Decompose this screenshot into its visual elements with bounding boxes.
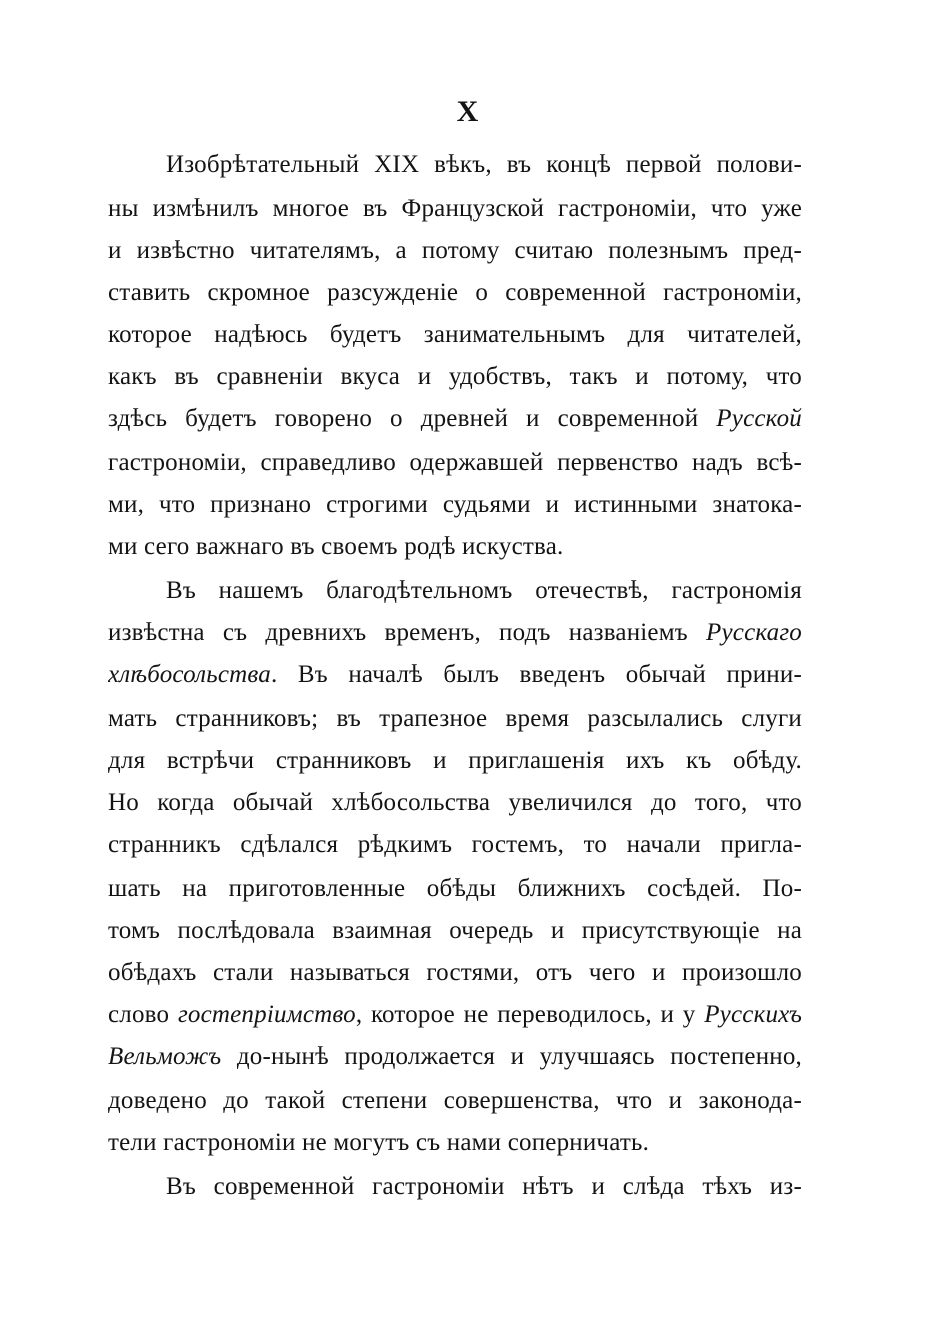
text-line: тели гастрономіи не могутъ съ нами соперничать.: [108, 1129, 650, 1156]
text-line: и извѣстно читателямъ, а потому считаю полезнымъ пред-: [108, 237, 802, 264]
italic-term: Русскаго: [706, 619, 802, 646]
text-line: шать на приготовленные обѣды ближнихъ сосѣдей. По-: [108, 875, 802, 902]
text-line: Въ современной гастрономіи нѣтъ и слѣда тѣхъ из-: [166, 1173, 802, 1200]
italic-term: гостепріимство: [177, 1001, 356, 1028]
text-line: здѣсь будетъ говорено о древней и современной Русской: [108, 405, 802, 432]
page-number: X: [456, 95, 480, 128]
italic-term: Вельможъ: [108, 1043, 222, 1070]
text-line: ми, что признано строгими судьями и истинными знатока-: [108, 491, 802, 518]
text-line: извѣстна съ древнихъ временъ, подъ названіемъ Русскаго: [108, 619, 802, 646]
text-line: гастрономіи, справедливо одержавшей первенство надъ всѣ-: [108, 449, 802, 476]
italic-term: хлѣбосольства: [108, 661, 271, 688]
text-line: Изобрѣтательный XIX вѣкъ, въ концѣ первой полови-: [166, 151, 802, 178]
text-line: Но когда обычай хлѣбосольства увеличился до того, что: [108, 789, 802, 816]
text-line: томъ послѣдовала взаимная очередь и присутствующіе на: [108, 917, 802, 944]
text-line: слово гостепріимство, которое не переводилось, и у Русскихъ: [108, 1001, 802, 1028]
text-line: доведено до такой степени совершенства, что и законода-: [108, 1087, 802, 1114]
text-line: для встрѣчи странниковъ и приглашенія ихъ къ обѣду.: [108, 747, 802, 774]
italic-term: Русской: [716, 405, 802, 432]
text-line: обѣдахъ стали называться гостями, отъ чего и произошло: [108, 959, 802, 986]
text-line: Вельможъ до-нынѣ продолжается и улучшаясь постепенно,: [108, 1043, 802, 1070]
text-line: хлѣбосольства. Въ началѣ былъ введенъ обычай прини-: [108, 661, 802, 688]
text-line: ны измѣнилъ многое въ Французской гастрономіи, что уже: [108, 195, 802, 222]
text-line: ми сего важнаго въ своемъ родѣ искуства.: [108, 533, 564, 560]
text-line: которое надѣюсь будетъ занимательнымъ для читателей,: [108, 321, 802, 348]
text-line: странникъ сдѣлался рѣдкимъ гостемъ, то начали пригла-: [108, 831, 802, 858]
italic-term: Русскихъ: [704, 1001, 802, 1028]
text-line: ставить скромное разсужденіе о современной гастрономіи,: [108, 279, 802, 306]
text-line: мать странниковъ; въ трапезное время разсылались слуги: [108, 705, 802, 732]
text-line: какъ въ сравненіи вкуса и удобствъ, такъ и потому, что: [108, 363, 802, 390]
text-line: Въ нашемъ благодѣтельномъ отечествѣ, гастрономія: [166, 577, 802, 604]
